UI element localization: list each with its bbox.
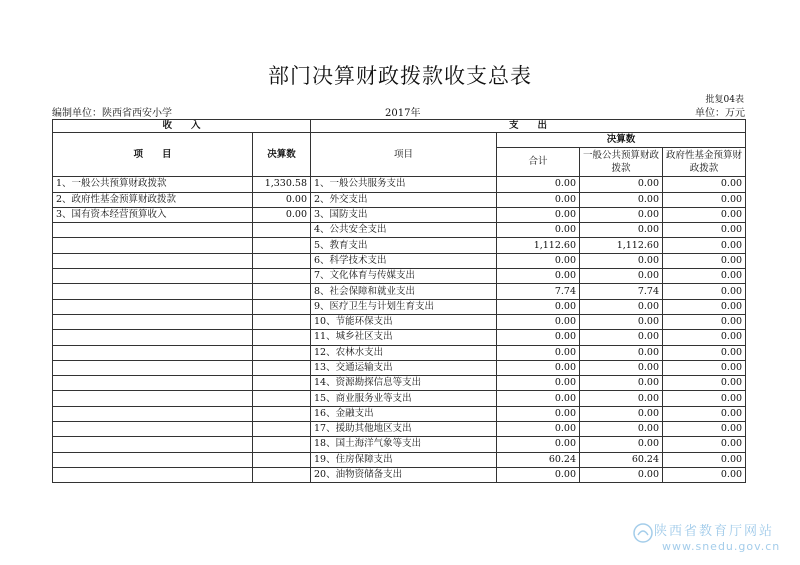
expense-item-cell: 5、教育支出 (311, 238, 497, 253)
expense-item-cell: 17、援助其他地区支出 (311, 422, 497, 437)
income-amount-cell (253, 391, 311, 406)
expense-item-cell: 19、住房保障支出 (311, 452, 497, 467)
income-item-cell (53, 330, 253, 345)
income-amount-cell (253, 406, 311, 421)
income-item-cell (53, 223, 253, 238)
table-row (53, 330, 746, 345)
income-item-cell (53, 253, 253, 268)
income-item-cell (53, 452, 253, 467)
expense-item-cell: 15、商业服务业等支出 (311, 391, 497, 406)
expense-total-cell: 0.00 (497, 314, 580, 329)
expense-fund-cell: 0.00 (663, 269, 746, 284)
expense-fund-cell: 0.00 (663, 314, 746, 329)
expense-total-cell: 0.00 (497, 360, 580, 375)
income-amount-cell (253, 437, 311, 452)
income-item-cell (53, 467, 253, 482)
table-row (53, 207, 746, 222)
income-item-cell (53, 406, 253, 421)
expense-item-cell: 8、社会保障和就业支出 (311, 284, 497, 299)
expense-total-cell: 0.00 (497, 437, 580, 452)
expense-general-cell: 7.74 (580, 284, 663, 299)
watermark-url: www.snedu.gov.cn (662, 540, 781, 553)
expense-general-cell: 60.24 (580, 452, 663, 467)
expense-total-cell: 0.00 (497, 330, 580, 345)
expense-general-cell: 0.00 (580, 345, 663, 360)
expense-total-cell: 0.00 (497, 207, 580, 222)
income-section-header: 收 入 (53, 120, 311, 133)
income-item-cell (53, 360, 253, 375)
report-title: 部门决算财政拨款收支总表 (268, 64, 532, 88)
expense-general-cell: 0.00 (580, 330, 663, 345)
expense-total-cell: 60.24 (497, 452, 580, 467)
expense-fund-cell: 0.00 (663, 422, 746, 437)
expense-item-cell: 13、交通运输支出 (311, 360, 497, 375)
income-item-cell (53, 345, 253, 360)
income-amount-cell (253, 223, 311, 238)
fund-budget-header: 政府性基金预算财政拨款 (663, 148, 746, 177)
table-row (53, 314, 746, 329)
expense-item-cell: 10、节能环保支出 (311, 314, 497, 329)
income-item-cell: 1、一般公共预算财政拨款 (53, 177, 253, 192)
expense-general-cell: 0.00 (580, 314, 663, 329)
table-row (53, 269, 746, 284)
income-item-cell (53, 314, 253, 329)
expense-amount-header: 决算数 (497, 133, 746, 148)
income-amount-cell (253, 238, 311, 253)
expense-general-cell: 0.00 (580, 192, 663, 207)
income-item-cell (53, 437, 253, 452)
table-row (53, 238, 746, 253)
expense-total-cell: 0.00 (497, 467, 580, 482)
expense-item-cell: 20、油物资储备支出 (311, 467, 497, 482)
income-item-cell (53, 376, 253, 391)
expense-general-cell: 0.00 (580, 269, 663, 284)
table-row (53, 467, 746, 482)
expense-item-cell: 14、资源勘探信息等支出 (311, 376, 497, 391)
expense-fund-cell: 0.00 (663, 406, 746, 421)
general-budget-header: 一般公共预算财政拨款 (580, 148, 663, 177)
expense-fund-cell: 0.00 (663, 467, 746, 482)
expense-total-cell: 0.00 (497, 192, 580, 207)
expense-total-cell: 0.00 (497, 223, 580, 238)
expense-total-cell: 0.00 (497, 299, 580, 314)
expense-total-cell: 0.00 (497, 422, 580, 437)
expense-item-cell: 1、一般公共服务支出 (311, 177, 497, 192)
expense-item-cell: 6、科学技术支出 (311, 253, 497, 268)
total-header: 合计 (497, 148, 580, 177)
expense-total-cell: 0.00 (497, 269, 580, 284)
expense-item-cell: 9、医疗卫生与计划生育支出 (311, 299, 497, 314)
expense-fund-cell: 0.00 (663, 391, 746, 406)
income-item-cell (53, 269, 253, 284)
expense-total-cell: 0.00 (497, 376, 580, 391)
table-row (53, 177, 746, 192)
expense-total-cell: 0.00 (497, 177, 580, 192)
expense-item-cell: 11、城乡社区支出 (311, 330, 497, 345)
expense-total-cell: 0.00 (497, 253, 580, 268)
income-amount-cell (253, 422, 311, 437)
expense-item-cell: 12、农林水支出 (311, 345, 497, 360)
watermark-text: 陕西省教育厅网站 (654, 524, 775, 539)
income-amount-header: 决算数 (253, 133, 311, 177)
expense-general-cell: 0.00 (580, 223, 663, 238)
expense-fund-cell: 0.00 (663, 330, 746, 345)
income-amount-cell: 0.00 (253, 207, 311, 222)
income-item-cell (53, 391, 253, 406)
expense-fund-cell: 0.00 (663, 223, 746, 238)
expense-fund-cell: 0.00 (663, 253, 746, 268)
expense-general-cell: 0.00 (580, 207, 663, 222)
expense-general-cell: 0.00 (580, 177, 663, 192)
income-item-cell: 3、国有资本经营预算收入 (53, 207, 253, 222)
report-meta (52, 104, 745, 118)
table-row (53, 391, 746, 406)
income-amount-cell (253, 360, 311, 375)
expense-general-cell: 0.00 (580, 406, 663, 421)
income-amount-cell (253, 330, 311, 345)
expense-fund-cell: 0.00 (663, 437, 746, 452)
expense-fund-cell: 0.00 (663, 177, 746, 192)
expense-fund-cell: 0.00 (663, 376, 746, 391)
expense-general-cell: 0.00 (580, 376, 663, 391)
report-year: 2017年 (385, 108, 421, 119)
expense-fund-cell: 0.00 (663, 238, 746, 253)
unit-label: 单位：万元 (695, 108, 745, 119)
expense-fund-cell: 0.00 (663, 207, 746, 222)
table-row (53, 345, 746, 360)
income-amount-cell (253, 467, 311, 482)
table-row (53, 360, 746, 375)
expense-total-cell: 0.00 (497, 406, 580, 421)
expense-fund-cell: 0.00 (663, 452, 746, 467)
table-row (53, 437, 746, 452)
expense-item-cell: 18、国土海洋气象等支出 (311, 437, 497, 452)
expense-general-cell: 0.00 (580, 437, 663, 452)
income-item-cell (53, 422, 253, 437)
expense-total-cell: 0.00 (497, 391, 580, 406)
section-header-row (53, 120, 746, 133)
expense-total-cell: 0.00 (497, 345, 580, 360)
expense-total-cell: 1,112.60 (497, 238, 580, 253)
income-amount-cell (253, 452, 311, 467)
income-item-cell (53, 284, 253, 299)
table-row (53, 192, 746, 207)
budget-table (52, 119, 746, 483)
expense-general-cell: 0.00 (580, 422, 663, 437)
header-row-1 (53, 133, 746, 148)
income-item-header: 项 目 (53, 133, 253, 177)
table-row (53, 223, 746, 238)
income-amount-cell (253, 314, 311, 329)
income-item-cell: 2、政府性基金预算财政拨款 (53, 192, 253, 207)
income-amount-cell (253, 376, 311, 391)
organization: 编制单位：陕西省西安小学 (52, 108, 172, 119)
table-row (53, 284, 746, 299)
income-amount-cell: 1,330.58 (253, 177, 311, 192)
expense-item-cell: 4、公共安全支出 (311, 223, 497, 238)
income-amount-cell (253, 269, 311, 284)
expense-fund-cell: 0.00 (663, 192, 746, 207)
expense-general-cell: 0.00 (580, 391, 663, 406)
table-row (53, 376, 746, 391)
expense-item-cell: 2、外交支出 (311, 192, 497, 207)
income-amount-cell (253, 284, 311, 299)
expense-item-cell: 3、国防支出 (311, 207, 497, 222)
expense-item-cell: 7、文化体育与传媒支出 (311, 269, 497, 284)
form-number: 批复04表 (705, 95, 744, 105)
expense-fund-cell: 0.00 (663, 299, 746, 314)
budget-table-body (53, 120, 746, 483)
expense-general-cell: 0.00 (580, 360, 663, 375)
expense-section-header: 支 出 (311, 120, 746, 133)
expense-fund-cell: 0.00 (663, 284, 746, 299)
expense-item-cell: 16、金融支出 (311, 406, 497, 421)
income-amount-cell (253, 299, 311, 314)
income-amount-cell (253, 345, 311, 360)
income-amount-cell: 0.00 (253, 192, 311, 207)
expense-general-cell: 1,112.60 (580, 238, 663, 253)
expense-general-cell: 0.00 (580, 299, 663, 314)
table-row (53, 422, 746, 437)
expense-total-cell: 7.74 (497, 284, 580, 299)
site-watermark (632, 518, 792, 560)
emblem-icon (632, 522, 654, 544)
expense-item-header: 项目 (311, 133, 497, 177)
income-item-cell (53, 238, 253, 253)
table-row (53, 406, 746, 421)
table-row (53, 452, 746, 467)
table-row (53, 253, 746, 268)
income-amount-cell (253, 253, 311, 268)
income-item-cell (53, 299, 253, 314)
expense-general-cell: 0.00 (580, 467, 663, 482)
table-row (53, 299, 746, 314)
expense-fund-cell: 0.00 (663, 360, 746, 375)
expense-general-cell: 0.00 (580, 253, 663, 268)
expense-fund-cell: 0.00 (663, 345, 746, 360)
